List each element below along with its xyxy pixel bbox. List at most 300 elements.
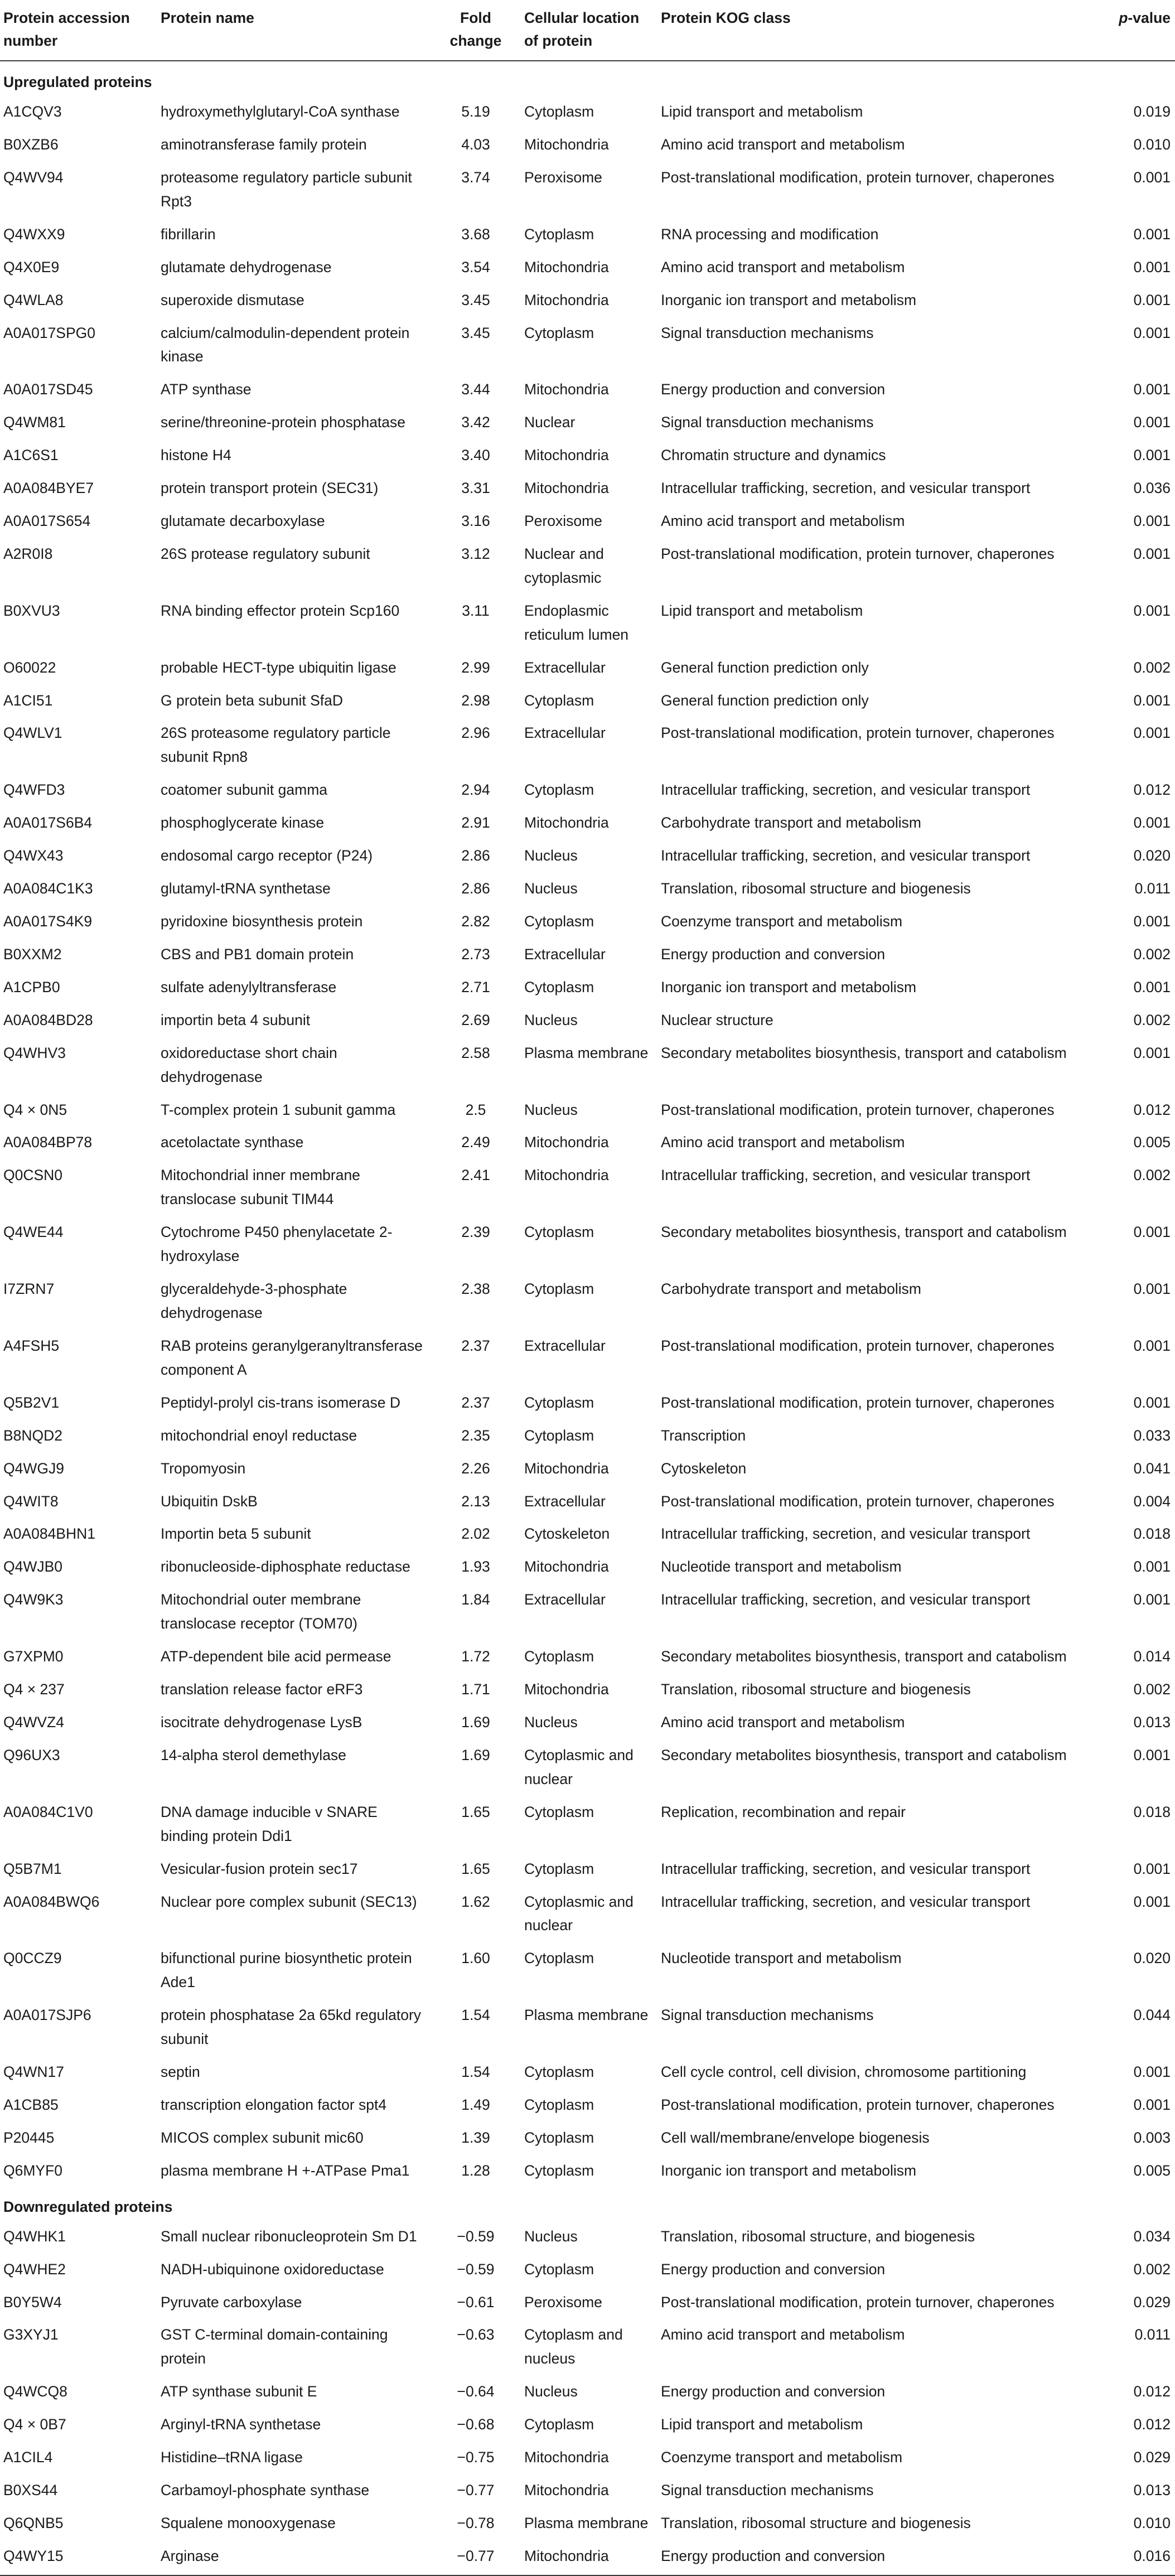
cell-cellular-location: Cytoplasm bbox=[524, 692, 594, 709]
cell-p-value: 0.001 bbox=[1133, 1591, 1171, 1608]
table-row bbox=[0, 441, 1175, 474]
cell-fold-change: 2.99 bbox=[461, 659, 490, 676]
table-body bbox=[0, 61, 1175, 2575]
cell-protein-name: acetolactate synthase bbox=[161, 1134, 304, 1151]
table-row bbox=[0, 319, 1175, 376]
cell-accession: B0XZB6 bbox=[3, 136, 59, 153]
cell-kog-class: Amino acid transport and metabolism bbox=[661, 1134, 905, 1151]
cell-kog-class: Signal transduction mechanisms bbox=[661, 414, 874, 431]
cell-fold-change: 2.71 bbox=[461, 978, 490, 995]
header-cellular-location: Cellular location of protein bbox=[521, 0, 657, 61]
cell-protein-name: septin bbox=[161, 2063, 200, 2081]
cell-accession: Q4WN17 bbox=[3, 2063, 64, 2081]
cell-p-value: 0.018 bbox=[1133, 1525, 1171, 1543]
cell-cellular-location: Cytoplasm bbox=[524, 1648, 594, 1665]
cell-accession: Q4WHV3 bbox=[3, 1044, 66, 1061]
cell-cellular-location: Nucleus bbox=[524, 2383, 578, 2400]
table-row bbox=[0, 2377, 1175, 2410]
cell-cellular-location: Extracellular bbox=[524, 1492, 606, 1510]
cell-accession: A0A017S654 bbox=[3, 513, 91, 530]
cell-p-value: 0.001 bbox=[1133, 978, 1171, 995]
table-row bbox=[0, 1944, 1175, 2001]
table-row bbox=[0, 1332, 1175, 1389]
cell-accession: I7ZRN7 bbox=[3, 1280, 55, 1298]
cell-kog-class: Transcription bbox=[661, 1427, 746, 1444]
cell-fold-change: −0.68 bbox=[457, 2416, 495, 2433]
cell-kog-class: Lipid transport and metabolism bbox=[661, 103, 863, 120]
cell-fold-change: −0.77 bbox=[431, 2542, 521, 2575]
cell-p-value: 0.001 bbox=[1133, 291, 1171, 308]
cell-protein-name: Arginyl-tRNA synthetase bbox=[161, 2416, 321, 2433]
cell-cellular-location: Cytoplasm bbox=[524, 1803, 594, 1820]
cell-p-value: 0.001 bbox=[1133, 724, 1171, 742]
cell-p-value: 0.001 bbox=[1133, 324, 1171, 341]
cell-fold-change: 2.73 bbox=[461, 945, 490, 963]
cell-fold-change: 2.37 bbox=[461, 1337, 490, 1354]
cell-p-value: 0.020 bbox=[1133, 847, 1171, 864]
cell-protein-name: histone H4 bbox=[161, 447, 231, 464]
cell-protein-name: coatomer subunit gamma bbox=[161, 781, 328, 799]
cell-accession: B0XVU3 bbox=[3, 602, 60, 619]
cell-accession: Q4WE44 bbox=[3, 1224, 64, 1241]
cell-cellular-location: Nucleus bbox=[524, 847, 578, 864]
cell-fold-change: −0.59 bbox=[457, 2227, 495, 2245]
cell-accession: G3XYJ1 bbox=[3, 2326, 59, 2343]
cell-fold-change: 3.45 bbox=[461, 324, 490, 341]
cell-kog-class: Energy production and conversion bbox=[661, 2260, 886, 2278]
cell-cellular-location: Cytoplasm bbox=[524, 978, 594, 995]
cell-cellular-location: Endoplasmic reticulum lumen bbox=[524, 602, 629, 643]
cell-fold-change: 2.13 bbox=[461, 1492, 490, 1510]
table-row bbox=[0, 1487, 1175, 1520]
cell-cellular-location: Cytoplasm bbox=[524, 1950, 594, 1967]
table-row bbox=[0, 507, 1175, 540]
cell-cellular-location: Cytoplasm bbox=[524, 913, 594, 930]
cell-cellular-location: Cytoplasm bbox=[524, 1280, 594, 1298]
cell-cellular-location: Mitochondria bbox=[524, 381, 609, 398]
cell-p-value: 0.005 bbox=[1133, 1134, 1171, 1151]
cell-fold-change: 2.69 bbox=[461, 1011, 490, 1028]
table-row bbox=[0, 2443, 1175, 2476]
cell-accession: A2R0I8 bbox=[3, 545, 53, 562]
table-row bbox=[0, 1161, 1175, 1218]
cell-kog-class: Secondary metabolites biosynthesis, transport and catabolism bbox=[661, 1648, 1067, 1665]
cell-protein-name: endosomal cargo receptor (P24) bbox=[161, 847, 373, 864]
cell-accession: Q4WVZ4 bbox=[3, 1713, 64, 1731]
cell-protein-name: ATP-dependent bile acid permease bbox=[161, 1648, 391, 1665]
cell-protein-name: 14-alpha sterol demethylase bbox=[161, 1746, 346, 1763]
table-row bbox=[0, 2091, 1175, 2124]
cell-accession: Q6MYF0 bbox=[3, 2162, 63, 2179]
cell-p-value: 0.012 bbox=[1133, 2383, 1171, 2400]
cell-accession: A1CI51 bbox=[3, 692, 53, 709]
cell-kog-class: Intracellular trafficking, secretion, and vesicular transport bbox=[661, 847, 1031, 864]
cell-cellular-location: Mitochondria bbox=[521, 2542, 657, 2575]
cell-kog-class: Lipid transport and metabolism bbox=[661, 602, 863, 619]
cell-p-value: 0.001 bbox=[1133, 545, 1171, 562]
cell-kog-class: Amino acid transport and metabolism bbox=[661, 513, 905, 530]
cell-protein-name: 26S proteasome regulatory particle subunit Rpn8 bbox=[161, 724, 391, 766]
cell-cellular-location: Cytoskeleton bbox=[524, 1525, 610, 1543]
cell-cellular-location: Peroxisome bbox=[524, 168, 602, 186]
cell-kog-class: Nucleotide transport and metabolism bbox=[661, 1558, 902, 1575]
cell-protein-name: Histidine–tRNA ligase bbox=[161, 2449, 303, 2466]
cell-kog-class: Intracellular trafficking, secretion, and vesicular transport bbox=[661, 1591, 1031, 1608]
cell-protein-name: ribonucleoside-diphosphate reductase bbox=[161, 1558, 410, 1575]
cell-protein-name: phosphoglycerate kinase bbox=[161, 814, 325, 832]
cell-fold-change: 1.54 bbox=[461, 2007, 490, 2024]
table-row bbox=[0, 98, 1175, 131]
cell-accession: Q0CSN0 bbox=[3, 1167, 63, 1184]
cell-p-value: 0.001 bbox=[1133, 2096, 1171, 2113]
cell-p-value: 0.044 bbox=[1133, 2007, 1171, 2024]
table-header-row bbox=[0, 0, 1175, 61]
cell-fold-change: 3.68 bbox=[461, 225, 490, 243]
cell-kog-class: Intracellular trafficking, secretion, and vesicular transport bbox=[661, 1167, 1031, 1184]
cell-kog-class: Amino acid transport and metabolism bbox=[661, 258, 905, 276]
cell-protein-name: Nuclear pore complex subunit (SEC13) bbox=[161, 1893, 417, 1910]
cell-p-value: 0.001 bbox=[1133, 1280, 1171, 1298]
cell-p-value: 0.029 bbox=[1133, 2293, 1171, 2311]
table-row bbox=[0, 1741, 1175, 1798]
section-header-row bbox=[0, 61, 1175, 98]
cell-protein-name: sulfate adenylyltransferase bbox=[161, 978, 337, 995]
cell-p-value: 0.001 bbox=[1133, 1394, 1171, 1411]
cell-kog-class: Signal transduction mechanisms bbox=[661, 2482, 874, 2499]
table-row bbox=[0, 2157, 1175, 2190]
cell-protein-name: T-complex protein 1 subunit gamma bbox=[161, 1101, 396, 1118]
cell-p-value: 0.002 bbox=[1133, 1167, 1171, 1184]
table-row bbox=[0, 1128, 1175, 1161]
cell-accession: A1CIL4 bbox=[3, 2449, 53, 2466]
cell-cellular-location: Cytoplasm bbox=[524, 324, 594, 341]
cell-protein-name: serine/threonine-protein phosphatase bbox=[161, 414, 406, 431]
cell-cellular-location: Nuclear bbox=[524, 414, 576, 431]
cell-kog-class: RNA processing and modification bbox=[661, 225, 879, 243]
cell-p-value: 0.011 bbox=[1134, 2326, 1171, 2343]
header-accession: Protein accession number bbox=[0, 0, 157, 61]
cell-kog-class: Amino acid transport and metabolism bbox=[661, 2326, 905, 2343]
cell-protein-name: Carbamoyl-phosphate synthase bbox=[161, 2482, 370, 2499]
table-row bbox=[0, 1422, 1175, 1454]
cell-protein-name: Tropomyosin bbox=[161, 1459, 246, 1477]
cell-cellular-location: Mitochondria bbox=[524, 1167, 609, 1184]
cell-cellular-location: Mitochondria bbox=[524, 2449, 609, 2466]
header-p-suffix: -value bbox=[1128, 9, 1171, 26]
cell-accession: A1CB85 bbox=[3, 2096, 59, 2113]
cell-kog-class: Post-translational modification, protein turnover, chaperones bbox=[661, 545, 1055, 562]
cell-p-value: 0.020 bbox=[1133, 1950, 1171, 1967]
cell-cellular-location: Nucleus bbox=[524, 880, 578, 897]
cell-kog-class: Intracellular trafficking, secretion, and vesicular transport bbox=[661, 1893, 1031, 1910]
cell-cellular-location: Mitochondria bbox=[524, 480, 609, 497]
cell-protein-name: protein phosphatase 2a 65kd regulatory subunit bbox=[161, 2007, 422, 2048]
table-row bbox=[0, 1039, 1175, 1096]
cell-p-value: 0.001 bbox=[1133, 381, 1171, 398]
cell-protein-name: glutamate decarboxylase bbox=[161, 513, 325, 530]
cell-accession: A0A084BWQ6 bbox=[3, 1893, 100, 1910]
cell-kog-class: Replication, recombination and repair bbox=[661, 1803, 906, 1820]
cell-protein-name: fibrillarin bbox=[161, 225, 216, 243]
section-title: Upregulated proteins bbox=[3, 74, 152, 91]
cell-accession: B0Y5W4 bbox=[3, 2293, 62, 2311]
cell-cellular-location: Cytoplasm bbox=[524, 2260, 594, 2278]
cell-p-value: 0.013 bbox=[1133, 1713, 1171, 1731]
table-row bbox=[0, 2058, 1175, 2091]
cell-accession: Q4WHE2 bbox=[3, 2260, 66, 2278]
cell-p-value: 0.012 bbox=[1133, 2416, 1171, 2433]
cell-accession: Q4 × 0B7 bbox=[3, 2416, 66, 2433]
cell-accession: B0XS44 bbox=[3, 2482, 58, 2499]
cell-cellular-location: Nuclear and cytoplasmic bbox=[524, 545, 604, 586]
cell-fold-change: 2.82 bbox=[461, 913, 490, 930]
cell-p-value: 0.001 bbox=[1133, 692, 1171, 709]
cell-p-value: 0.001 bbox=[1133, 513, 1171, 530]
cell-protein-name: ATP synthase subunit E bbox=[161, 2383, 317, 2400]
cell-cellular-location: Cytoplasm bbox=[524, 103, 594, 120]
cell-p-value: 0.012 bbox=[1133, 781, 1171, 799]
cell-p-value: 0.001 bbox=[1133, 258, 1171, 276]
cell-fold-change: 4.03 bbox=[461, 136, 490, 153]
cell-cellular-location: Cytoplasm bbox=[524, 2416, 594, 2433]
cell-protein-name: Cytochrome P450 phenylacetate 2-hydroxylase bbox=[161, 1224, 393, 1265]
cell-cellular-location: Mitochondria bbox=[524, 447, 609, 464]
table-row bbox=[0, 687, 1175, 719]
cell-p-value: 0.001 bbox=[1133, 602, 1171, 619]
cell-accession: Q4WJB0 bbox=[3, 1558, 63, 1575]
cell-protein-name: GST C-terminal domain-containing protein bbox=[161, 2326, 388, 2367]
cell-fold-change: 3.11 bbox=[462, 602, 490, 619]
cell-p-value: 0.012 bbox=[1133, 1101, 1171, 1118]
cell-fold-change: 2.98 bbox=[461, 692, 490, 709]
cell-p-value: 0.001 bbox=[1133, 414, 1171, 431]
cell-cellular-location: Nucleus bbox=[524, 1713, 578, 1731]
cell-fold-change: 2.86 bbox=[461, 847, 490, 864]
cell-fold-change: 1.72 bbox=[461, 1648, 490, 1665]
cell-kog-class: Signal transduction mechanisms bbox=[661, 2007, 874, 2024]
cell-kog-class: Inorganic ion transport and metabolism bbox=[661, 2162, 917, 2179]
cell-p-value: 0.018 bbox=[1133, 1803, 1171, 1820]
cell-fold-change: 2.39 bbox=[461, 1224, 490, 1241]
cell-protein-name: glutamyl-tRNA synthetase bbox=[161, 880, 331, 897]
table-row bbox=[0, 842, 1175, 874]
table-row bbox=[0, 253, 1175, 286]
cell-cellular-location: Peroxisome bbox=[524, 513, 602, 530]
table-row bbox=[0, 1642, 1175, 1675]
cell-fold-change: 1.39 bbox=[461, 2129, 490, 2146]
cell-accession: Q4WGJ9 bbox=[3, 1459, 64, 1477]
cell-accession: P20445 bbox=[3, 2129, 55, 2146]
table-row bbox=[0, 2542, 1175, 2575]
cell-kog-class: Amino acid transport and metabolism bbox=[661, 136, 905, 153]
cell-protein-name: superoxide dismutase bbox=[161, 291, 304, 308]
cell-cellular-location: Cytoplasm bbox=[524, 1427, 594, 1444]
header-protein-name: Protein name bbox=[157, 0, 431, 61]
cell-kog-class: Coenzyme transport and metabolism bbox=[661, 2449, 903, 2466]
cell-protein-name: RAB proteins geranylgeranyltransferase component A bbox=[161, 1337, 423, 1378]
table-row bbox=[0, 1520, 1175, 1553]
table-row bbox=[0, 2001, 1175, 2058]
header-p-value bbox=[1110, 0, 1175, 61]
table-row bbox=[0, 1389, 1175, 1422]
cell-cellular-location: Extracellular bbox=[524, 945, 606, 963]
cell-kog-class: Lipid transport and metabolism bbox=[661, 2416, 863, 2433]
cell-p-value: 0.001 bbox=[1133, 814, 1171, 832]
table-row bbox=[0, 220, 1175, 253]
cell-protein-name: RNA binding effector protein Scp160 bbox=[161, 602, 400, 619]
cell-cellular-location: Cytoplasmic and nuclear bbox=[524, 1746, 634, 1787]
table-row bbox=[0, 1218, 1175, 1275]
cell-p-value: 0.001 bbox=[1133, 1224, 1171, 1241]
table-row bbox=[0, 408, 1175, 441]
cell-cellular-location: Mitochondria bbox=[524, 2482, 609, 2499]
cell-kog-class: Intracellular trafficking, secretion, and vesicular transport bbox=[661, 781, 1031, 799]
table-row bbox=[0, 2255, 1175, 2288]
table-row bbox=[0, 809, 1175, 842]
table-row bbox=[0, 776, 1175, 809]
cell-accession: Q4WV94 bbox=[3, 168, 64, 186]
cell-cellular-location: Mitochondria bbox=[524, 1681, 609, 1698]
cell-accession: A0A017S6B4 bbox=[3, 814, 93, 832]
cell-cellular-location: Peroxisome bbox=[524, 2293, 602, 2311]
cell-protein-name: MICOS complex subunit mic60 bbox=[161, 2129, 364, 2146]
cell-protein-name: aminotransferase family protein bbox=[161, 136, 367, 153]
cell-protein-name: importin beta 4 subunit bbox=[161, 1011, 311, 1028]
cell-fold-change: 2.91 bbox=[461, 814, 490, 832]
cell-fold-change: 3.44 bbox=[461, 381, 490, 398]
table-row bbox=[0, 131, 1175, 163]
cell-p-value: 0.033 bbox=[1133, 1427, 1171, 1444]
table-row bbox=[0, 2124, 1175, 2157]
cell-kog-class: Inorganic ion transport and metabolism bbox=[661, 291, 917, 308]
cell-p-value: 0.002 bbox=[1133, 1011, 1171, 1028]
cell-accession: A0A084BP78 bbox=[3, 1134, 93, 1151]
cell-cellular-location: Extracellular bbox=[524, 1337, 606, 1354]
cell-cellular-location: Nucleus bbox=[524, 2227, 578, 2245]
cell-accession: Q4WIT8 bbox=[3, 1492, 59, 1510]
cell-cellular-location: Cytoplasm bbox=[524, 1394, 594, 1411]
cell-cellular-location: Mitochondria bbox=[524, 1459, 609, 1477]
cell-accession: Q4WLA8 bbox=[3, 291, 64, 308]
cell-kog-class: Translation, ribosomal structure and biogenesis bbox=[661, 880, 971, 897]
table-row bbox=[0, 1888, 1175, 1945]
cell-kog-class: Translation, ribosomal structure and biogenesis bbox=[661, 1681, 971, 1698]
cell-p-value: 0.002 bbox=[1133, 1681, 1171, 1698]
cell-fold-change: 2.58 bbox=[461, 1044, 490, 1061]
cell-protein-name: oxidoreductase short chain dehydrogenase bbox=[161, 1044, 337, 1085]
cell-p-value: 0.005 bbox=[1133, 2162, 1171, 2179]
cell-p-value: 0.001 bbox=[1133, 1044, 1171, 1061]
cell-cellular-location: Plasma membrane bbox=[524, 2514, 649, 2531]
cell-fold-change: 2.41 bbox=[461, 1167, 490, 1184]
cell-protein-name: DNA damage inducible v SNARE binding protein Ddi1 bbox=[161, 1803, 378, 1844]
table-row bbox=[0, 474, 1175, 507]
cell-fold-change: 3.40 bbox=[461, 447, 490, 464]
cell-protein-name: Importin beta 5 subunit bbox=[161, 1525, 311, 1543]
cell-protein-name: NADH-ubiquinone oxidoreductase bbox=[161, 2260, 384, 2278]
cell-p-value: 0.001 bbox=[1133, 1337, 1171, 1354]
table-row bbox=[0, 2321, 1175, 2377]
cell-cellular-location: Cytoplasm bbox=[524, 1860, 594, 1877]
table-row bbox=[0, 2509, 1175, 2542]
cell-cellular-location: Plasma membrane bbox=[524, 1044, 649, 1061]
cell-protein-name: probable HECT-type ubiquitin ligase bbox=[161, 659, 396, 676]
cell-fold-change: 2.94 bbox=[461, 781, 490, 799]
table-row bbox=[0, 654, 1175, 687]
cell-protein-name: bifunctional purine biosynthetic protein Ade1 bbox=[161, 1950, 412, 1991]
cell-protein-name: hydroxymethylglutaryl-CoA synthase bbox=[161, 103, 400, 120]
cell-fold-change: 3.31 bbox=[461, 480, 490, 497]
cell-kog-class: Signal transduction mechanisms bbox=[661, 324, 874, 341]
cell-fold-change: 1.65 bbox=[461, 1860, 490, 1877]
table-row bbox=[0, 2410, 1175, 2443]
cell-accession: Q4 × 0N5 bbox=[3, 1101, 67, 1118]
cell-kog-class: Cell cycle control, cell division, chromosome partitioning bbox=[661, 2063, 1027, 2081]
cell-cellular-location: Mitochondria bbox=[524, 814, 609, 832]
cell-fold-change: 5.19 bbox=[461, 103, 490, 120]
cell-protein-name: transcription elongation factor spt4 bbox=[161, 2096, 387, 2113]
cell-protein-name: Pyruvate carboxylase bbox=[161, 2293, 302, 2311]
header-kog-class: Protein KOG class bbox=[657, 0, 1110, 61]
cell-p-value: 0.010 bbox=[1133, 2514, 1171, 2531]
cell-accession: O60022 bbox=[3, 659, 56, 676]
cell-protein-name: Arginase bbox=[157, 2542, 431, 2575]
cell-kog-class: Energy production and conversion bbox=[657, 2542, 1110, 2575]
cell-fold-change: 1.49 bbox=[461, 2096, 490, 2113]
cell-accession: G7XPM0 bbox=[3, 1648, 64, 1665]
cell-kog-class: Post-translational modification, protein turnover, chaperones bbox=[661, 2096, 1055, 2113]
table-row bbox=[0, 940, 1175, 973]
cell-cellular-location: Plasma membrane bbox=[524, 2007, 649, 2024]
table-row bbox=[0, 1454, 1175, 1487]
cell-accession: Q96UX3 bbox=[3, 1746, 60, 1763]
cell-fold-change: −0.59 bbox=[457, 2260, 495, 2278]
cell-kog-class: Secondary metabolites biosynthesis, transport and catabolism bbox=[661, 1224, 1067, 1241]
table-row bbox=[0, 2476, 1175, 2509]
cell-p-value: 0.019 bbox=[1133, 103, 1171, 120]
cell-cellular-location: Cytoplasm bbox=[524, 1224, 594, 1241]
table-row bbox=[0, 2222, 1175, 2255]
cell-fold-change: 1.71 bbox=[461, 1681, 490, 1698]
cell-cellular-location: Extracellular bbox=[524, 724, 606, 742]
cell-p-value: 0.001 bbox=[1133, 1893, 1171, 1910]
cell-cellular-location: Cytoplasm bbox=[524, 2096, 594, 2113]
cell-fold-change: 2.37 bbox=[461, 1394, 490, 1411]
cell-p-value: 0.016 bbox=[1110, 2542, 1175, 2575]
cell-kog-class: Carbohydrate transport and metabolism bbox=[661, 814, 921, 832]
cell-accession: A1C6S1 bbox=[3, 447, 59, 464]
cell-fold-change: −0.61 bbox=[457, 2293, 495, 2311]
cell-fold-change: 2.49 bbox=[461, 1134, 490, 1151]
cell-cellular-location: Nucleus bbox=[524, 1011, 578, 1028]
table-row bbox=[0, 286, 1175, 319]
cell-kog-class: Intracellular trafficking, secretion, and vesicular transport bbox=[661, 480, 1031, 497]
cell-accession: Q4X0E9 bbox=[3, 258, 60, 276]
cell-accession: Q4WXX9 bbox=[3, 225, 65, 243]
cell-cellular-location: Cytoplasm bbox=[524, 2063, 594, 2081]
cell-fold-change: −0.75 bbox=[457, 2449, 495, 2466]
cell-accession: Q4W9K3 bbox=[3, 1591, 64, 1608]
cell-p-value: 0.003 bbox=[1133, 2129, 1171, 2146]
cell-p-value: 0.001 bbox=[1133, 1746, 1171, 1763]
section-title: Downregulated proteins bbox=[3, 2198, 173, 2215]
cell-accession: B8NQD2 bbox=[3, 1427, 63, 1444]
cell-protein-name: Ubiquitin DskB bbox=[161, 1492, 258, 1510]
cell-accession: A1CQV3 bbox=[3, 103, 62, 120]
cell-accession: A0A017SPG0 bbox=[3, 324, 96, 341]
cell-protein-name: 26S protease regulatory subunit bbox=[161, 545, 370, 562]
cell-cellular-location: Mitochondria bbox=[524, 136, 609, 153]
